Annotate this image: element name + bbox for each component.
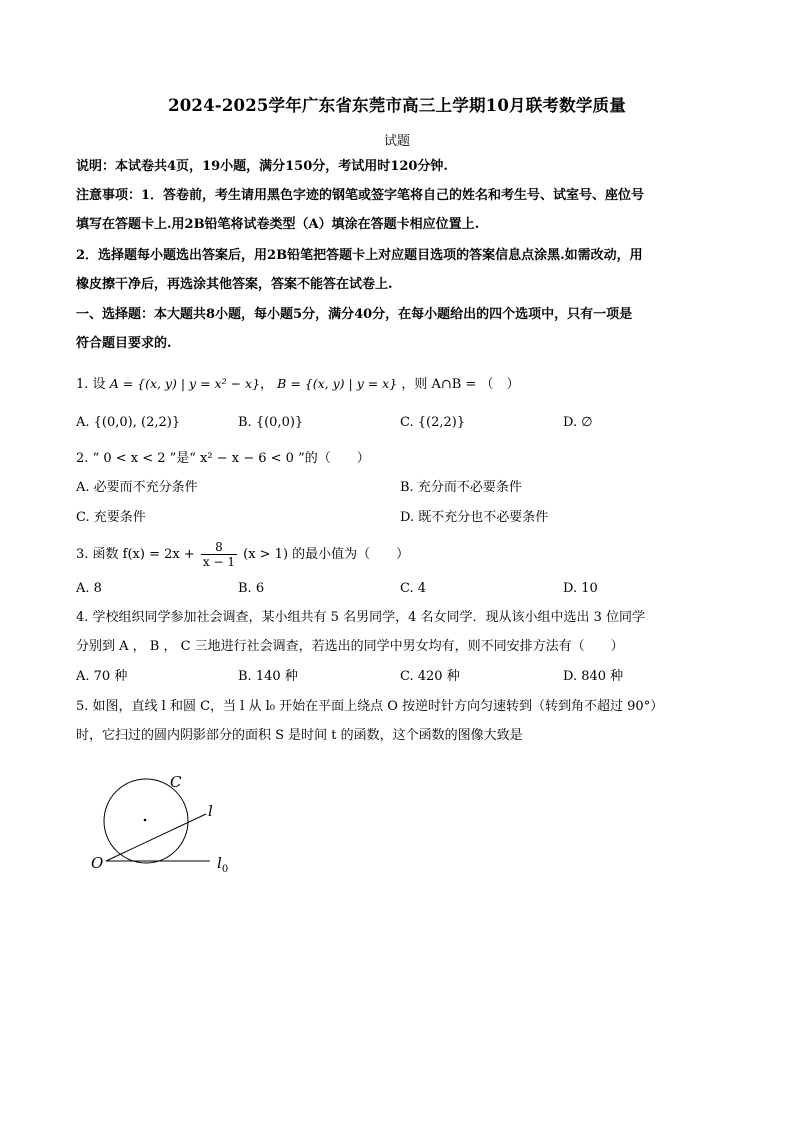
question-3-stem (76, 540, 718, 569)
label-l: l (208, 802, 213, 820)
question-2-option-c: C. 充要条件 (76, 510, 146, 525)
label-l0-main: l (217, 854, 222, 872)
question-5-line-1: 5. 如图，直线 l 和圆 C，当 l 从 l₀ 开始在平面上绕点 O 按逆时针方向匀速转到（转到角不超过 90°） (76, 699, 664, 714)
caution-line-2: 填写在答题卡上.用2B铅笔将试卷类型（A）填涂在答题卡相应位置上. (76, 217, 480, 232)
question-3-option-a: A. 8 (76, 581, 102, 596)
question-1-suffix: ，则 A∩B = （ ） (401, 377, 520, 392)
question-2-option-b: B. 充分而不必要条件 (400, 480, 522, 495)
question-2-option-d: D. 既不充分也不必要条件 (400, 510, 549, 525)
question-3-fraction-denominator: x − 1 (202, 555, 235, 569)
page-title: 2024-2025学年广东省东莞市高三上学期10月联考数学质量 (168, 96, 626, 115)
question-5-line-2: 时，它扫过的圆内阴影部分的面积 S 是时间 t 的函数，这个函数的图像大致是 (76, 728, 523, 743)
question-1-option-d: D. ∅ (563, 415, 593, 430)
exam-note: 说明：本试卷共4页，19小题，满分150分，考试用时120分钟. (76, 159, 448, 174)
question-3-fraction (201, 540, 237, 569)
question-4-option-b: B. 140 种 (238, 669, 298, 684)
caution-line-1: 注意事项：1．答卷前，考生请用黑色字迹的钢笔或签字笔将自己的姓名和考生号、试室号、座位号 (76, 188, 645, 203)
caution-line-3: 2．选择题每小题选出答案后，用2B铅笔把答题卡上对应题目选项的答案信息点涂黑.如需改动，用 (76, 248, 643, 263)
question-2-option-a: A. 必要而不充分条件 (76, 480, 198, 495)
question-1-option-a: A. {(0,0), (2,2)} (76, 415, 181, 430)
question-3-prefix: 3. 函数 f(x) = 2x + (76, 547, 195, 562)
caution-line-4: 橡皮擦干净后，再选涂其他答案，答案不能答在试卷上. (76, 277, 393, 292)
question-4-option-a: A. 70 种 (76, 669, 128, 684)
label-o: O (91, 854, 104, 872)
question-1-set-a: A = {(x, y) | y = x² − x} (109, 376, 261, 391)
question-3-option-d: D. 10 (563, 581, 598, 596)
circle-c (104, 779, 188, 863)
page-subtitle: 试题 (383, 134, 410, 149)
question-4-option-c: C. 420 种 (400, 669, 460, 684)
section-heading-line-1: 一、选择题：本大题共8小题，每小题5分，满分40分，在每小题给出的四个选项中，只有一项是 (76, 307, 633, 322)
line-l (106, 814, 206, 861)
label-c: C (170, 773, 182, 791)
question-3-option-b: B. 6 (238, 581, 265, 596)
question-4-line-2: 分别到 A ， B ， C 三地进行社会调查，若选出的同学中男女均有，则不同安排方法有（ ） (76, 639, 624, 654)
question-1-option-b: B. {(0,0)} (238, 415, 304, 430)
question-2-stem: 2. “ 0 < x < 2 ”是“ x² − x − 6 < 0 ”的（ ） (76, 451, 370, 466)
question-4-option-d: D. 840 种 (563, 669, 624, 684)
label-l0-subscript: 0 (221, 864, 229, 875)
question-1-option-c: C. {(2,2)} (400, 415, 466, 430)
label-l0 (217, 854, 228, 875)
question-1-set-b: B = {(x, y) | y = x} (277, 376, 398, 391)
question-3-fraction-numerator: 8 (201, 540, 237, 555)
question-1-stem: 1. 设 A = {(x, y) | y = x² − x}， B = {(x, y) | y = x} ，则 A∩B = （ ） (76, 376, 520, 392)
question-1-prefix: 1. 设 (76, 377, 106, 392)
circle-line-figure (80, 765, 250, 880)
section-heading-line-2: 符合题目要求的. (76, 336, 172, 351)
question-4-line-1: 4. 学校组织同学参加社会调查，某小组共有 5 名男同学，4 名女同学．现从该小组中选出 3 位同学 (76, 610, 646, 625)
question-3-option-c: C. 4 (400, 581, 427, 596)
question-3-suffix: (x > 1) 的最小值为（ ） (243, 547, 410, 562)
circle-center-dot (144, 819, 147, 822)
